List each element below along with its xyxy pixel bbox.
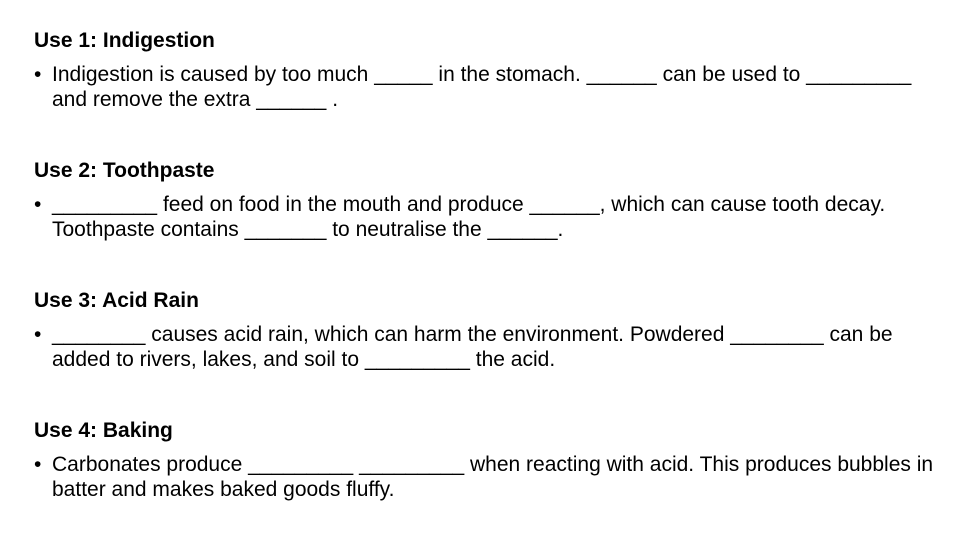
fill-in-sentence: Carbonates produce _________ _________ when reacting with acid. This produces bubbles in batter and makes baked goods fluffy. (52, 453, 934, 501)
section-toothpaste (34, 157, 934, 287)
section-heading: Use 3: Acid Rain (34, 289, 199, 312)
worksheet-slide (34, 27, 934, 547)
bullet-marker: • (34, 193, 42, 216)
bullet-item (34, 192, 934, 242)
bullet-item (34, 322, 934, 372)
bullet-marker: • (34, 323, 42, 346)
section-acid-rain (34, 287, 934, 417)
fill-in-sentence: ________ causes acid rain, which can harm the environment. Powdered ________ can be added to rivers, lakes, and soil to _________ the acid. (52, 323, 893, 371)
bullet-item (34, 62, 934, 112)
fill-in-sentence: _________ feed on food in the mouth and produce ______, which can cause tooth decay. Toothpaste contains _______ to neutralise the ______. (52, 193, 886, 241)
bullet-marker: • (34, 453, 42, 476)
fill-in-sentence: Indigestion is caused by too much _____ in the stomach. ______ can be used to _________ and remove the extra ______ . (52, 63, 912, 111)
bullet-item (34, 452, 934, 502)
section-baking (34, 417, 934, 547)
section-heading: Use 2: Toothpaste (34, 159, 215, 182)
section-heading: Use 4: Baking (34, 419, 173, 442)
bullet-marker: • (34, 63, 42, 86)
section-heading: Use 1: Indigestion (34, 29, 215, 52)
section-indigestion (34, 27, 934, 157)
